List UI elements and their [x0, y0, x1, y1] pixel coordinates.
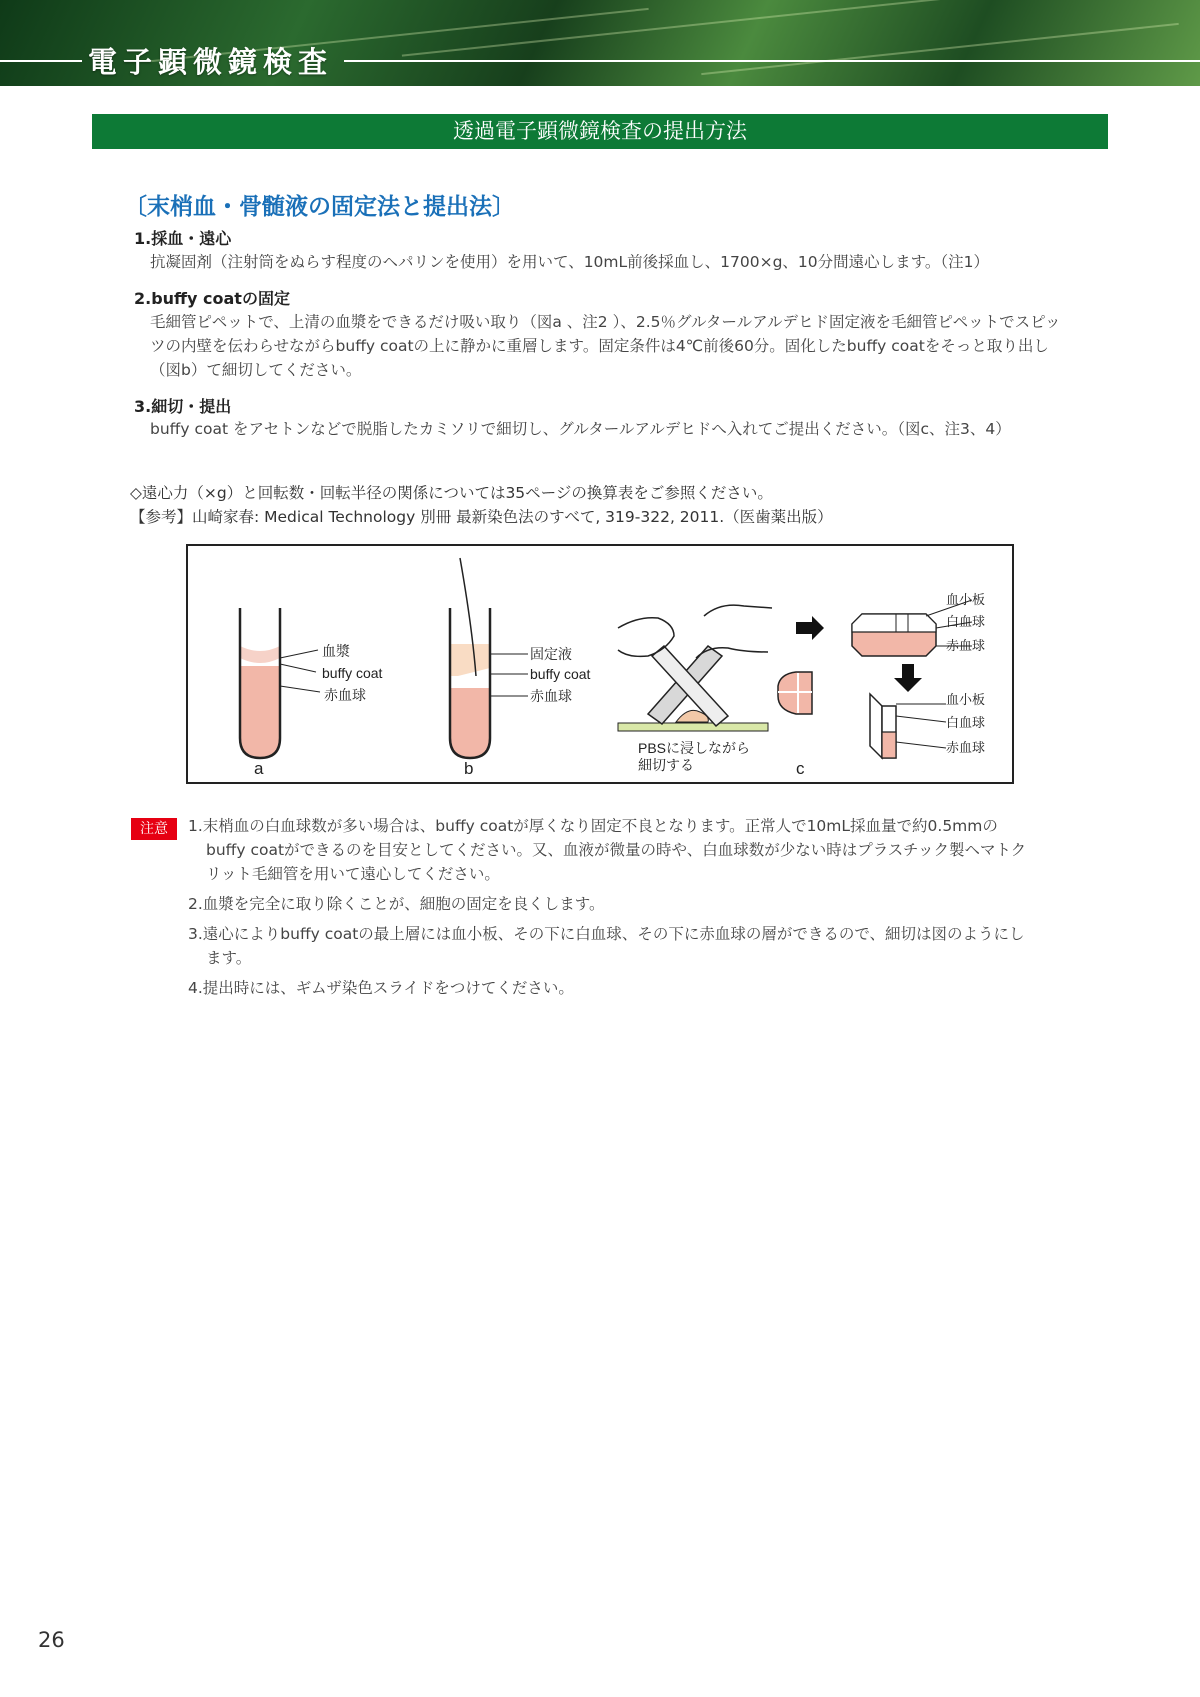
- arrow-down-icon: [894, 664, 922, 692]
- banner-streak: [701, 23, 1179, 75]
- tube-b: [450, 558, 591, 778]
- page-title: 電子顕微鏡検査: [88, 45, 334, 79]
- tube-b-label-1: 固定液: [530, 646, 572, 662]
- caution-note: 3.遠心によりbuffy coatの最上層には血小板、その下に白血球、その下に赤血球の層ができるので、細切は図のようにします。: [188, 925, 1025, 967]
- caution-note: 2.血漿を完全に取り除くことが、細胞の固定を良くします。: [188, 895, 605, 913]
- step-3-body: buffy coat をアセトンなどで脱脂したカミソリで細切し、グルタールアルデヒドへ入れてご提出ください。（図c、注3、4）: [150, 420, 1011, 438]
- block-top-label-2: 白血球: [946, 614, 986, 629]
- cutting-caption-2: 細切する: [638, 757, 694, 773]
- figure-illustration: [188, 546, 1016, 786]
- tube-a-label-1: 血漿: [322, 643, 350, 659]
- caution-note: 4.提出時には、ギムザ染色スライドをつけてください。: [188, 979, 574, 997]
- block-bottom-label-3: 赤血球: [946, 740, 986, 755]
- step-1-body: 抗凝固剤（注射筒をぬらす程度のヘパリンを使用）を用いて、10mL前後採血し、1700×g、10分間遠心します。（注1）: [150, 253, 990, 271]
- step-2-body: 毛細管ピペットで、上清の血漿をできるだけ吸い取り（図a 、注2 ）、2.5％グルタールアルデヒド固定液を毛細管ピペットでスピッツの内壁を伝わらせながらbuffy coatの上に静かに重層します。固定条件は4℃前後60分。固化したbuffy coatをそっと取り出し（図b）て細切してください。: [150, 313, 1061, 379]
- step-1-title: 1.採血・遠心: [134, 229, 232, 248]
- block-bottom-label-1: 血小板: [946, 692, 986, 707]
- buffy-coat-slice-bottom: [870, 692, 985, 758]
- panel-c-letter: c: [796, 759, 805, 778]
- procedure-figure: [186, 544, 1014, 784]
- banner-rule-right: [344, 60, 1200, 62]
- conversion-note: ◇遠心力（×g）と回転数・回転半径の関係については35ページの換算表をご参照ください。: [130, 484, 773, 502]
- tube-b-letter: b: [464, 759, 474, 778]
- page-number: 26: [38, 1628, 65, 1652]
- tube-b-label-2: buffy coat: [530, 666, 591, 682]
- header-banner: [0, 0, 1200, 86]
- step-2-title: 2.buffy coatの固定: [134, 289, 290, 308]
- block-top-label-1: 血小板: [946, 592, 986, 607]
- tube-a-label-3: 赤血球: [324, 687, 366, 703]
- step-3-title: 3.細切・提出: [134, 397, 232, 416]
- block-top-label-3: 赤血球: [946, 638, 986, 653]
- block-bottom-label-2: 白血球: [946, 715, 986, 730]
- banner-streak: [402, 0, 1098, 57]
- tube-a: [240, 608, 383, 778]
- cutting-caption-1: PBSに浸しながら: [638, 740, 751, 756]
- buffy-coat-block-top: [852, 592, 985, 656]
- reference-citation: 【参考】山崎家春: Medical Technology 別冊 最新染色法のすべて, 319-322, 2011.（医歯薬出版）: [130, 508, 833, 526]
- content-heading: 〔末梢血・骨髄液の固定法と提出法〕: [124, 194, 515, 220]
- cutting-scene: [618, 605, 812, 778]
- arrow-right-icon: [796, 616, 824, 640]
- tube-a-label-2: buffy coat: [322, 665, 383, 681]
- caution-note: 1.末梢血の白血球数が多い場合は、buffy coatが厚くなり固定不良となります。正常人で10mL採血量で約0.5mmのbuffy coatができるのを目安としてください。又、血液が微量の時や、白血球数が少ない時はプラスチック製ヘマトクリット毛細管を用いて遠心してください。: [188, 817, 1027, 883]
- tube-b-label-3: 赤血球: [530, 688, 572, 704]
- tube-a-letter: a: [254, 759, 264, 778]
- caution-notes: [188, 814, 1028, 1006]
- banner-rule-left: [0, 60, 82, 62]
- section-title: 透過電子顕微鏡検査の提出方法: [92, 114, 1108, 149]
- caution-badge: 注意: [131, 818, 177, 840]
